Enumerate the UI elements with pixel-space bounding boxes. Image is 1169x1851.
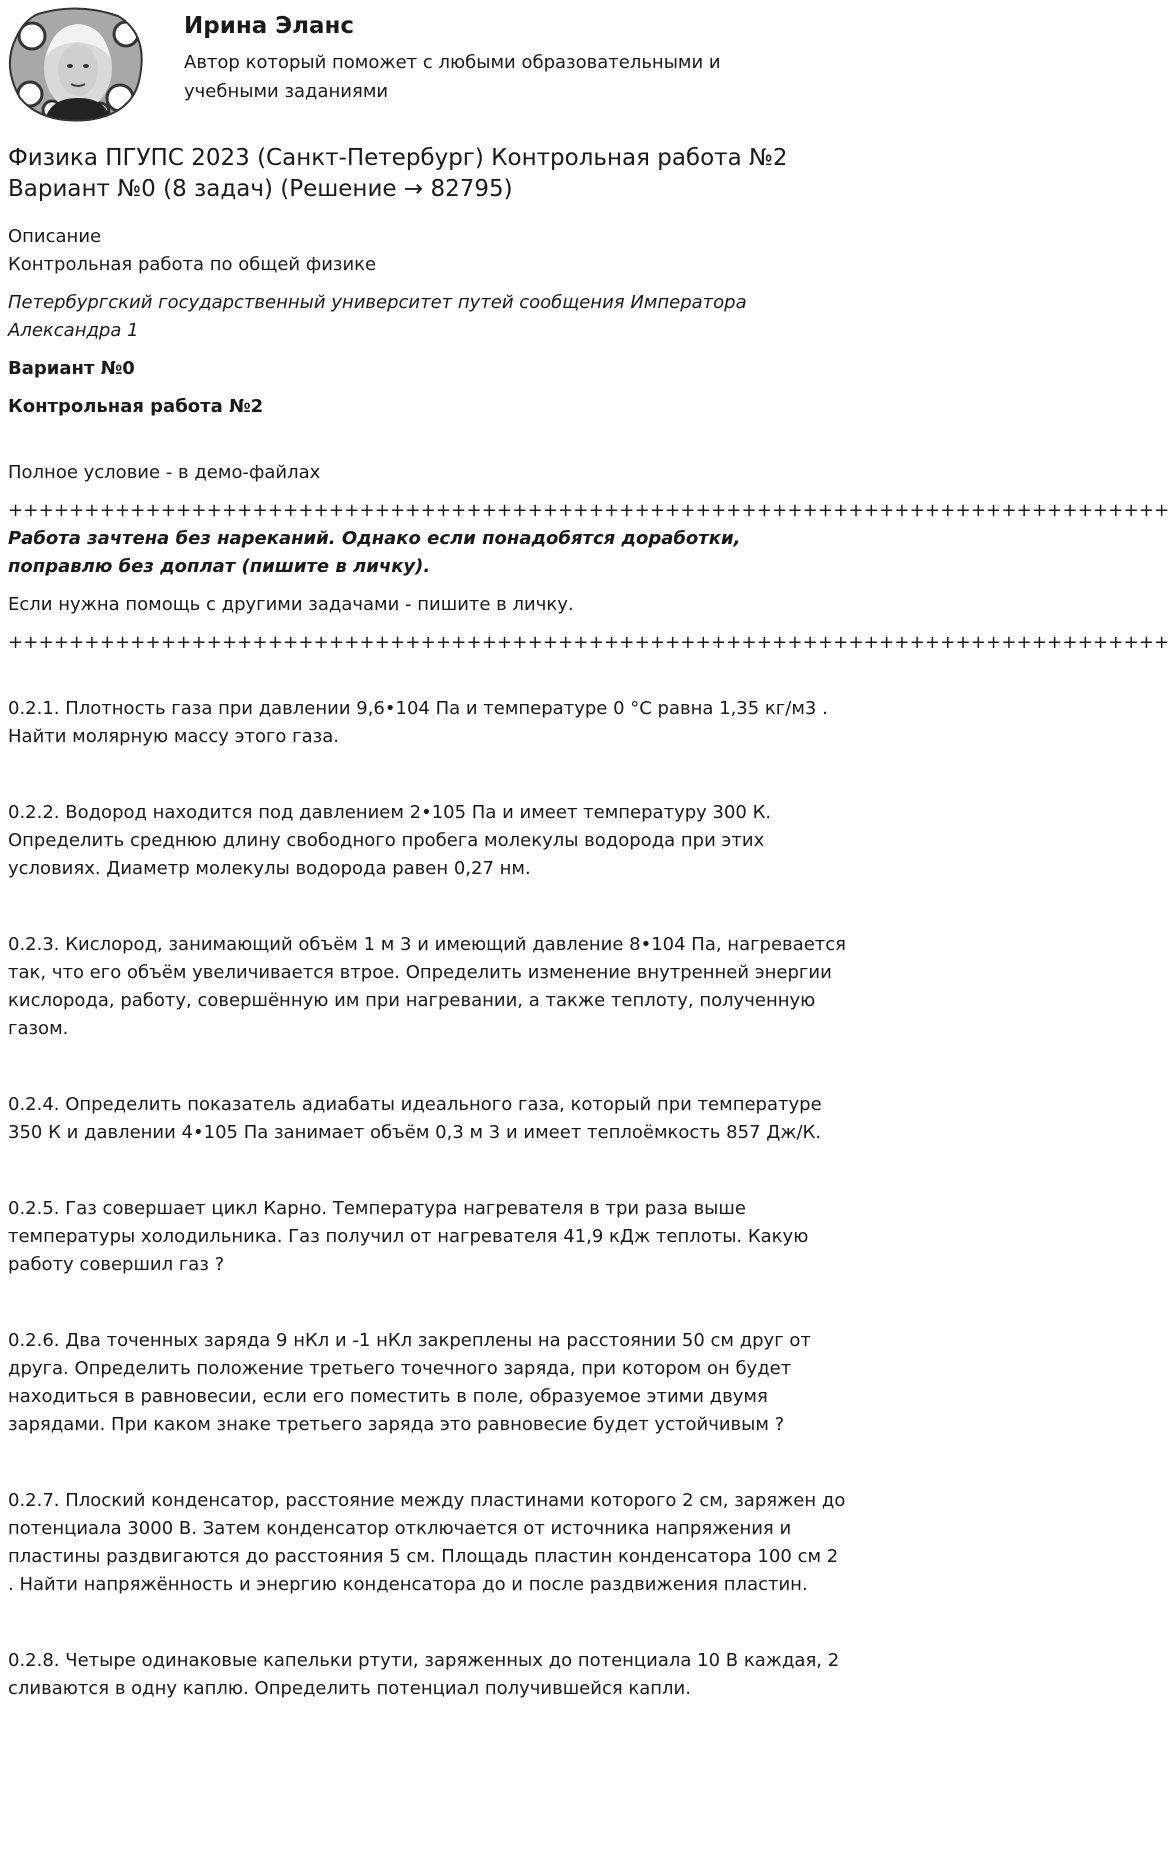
work-content	[8, 143, 1169, 1703]
task-item: 0.2.7. Плоский конденсатор, расстояние между пластинами которого 2 см, заряжен до потенциала 3000 В. Затем конденсатор отключается от источника напряжения и пластины раздвигаются до расстояния 5 см. Площадь пластин конденсатора 100 см 2 . Найти напряжённость и энергию конденсатора до и после раздвижения пластин.	[8, 1490, 846, 1595]
task-item: 0.2.1. Плотность газа при давлении 9,6•104 Па и температуре 0 °С равна 1,35 кг/м3 . Найти молярную массу этого газа.	[8, 698, 828, 747]
guarantee-note: Работа зачтена без нареканий. Однако если понадобятся доработки, поправлю без доплат (пишите в личку).	[8, 528, 741, 577]
full-condition-note: Полное условие - в демо-файлах	[8, 462, 321, 483]
author-avatar-photo-icon	[8, 6, 148, 124]
help-note: Если нужна помощь с другими задачами - пишите в личку.	[8, 594, 574, 615]
page-title: Физика ПГУПС 2023 (Санкт-Петербург) Контрольная работа №2 Вариант №0 (8 задач) (Решение → 82795)	[8, 145, 788, 202]
university-name: Петербургский государственный университет путей сообщения Императора Александра 1	[8, 292, 747, 341]
description-text: Контрольная работа по общей физике	[8, 254, 377, 275]
variant-label: Вариант №0	[8, 358, 135, 379]
separator-line: ++++++++++++++++++++++++++++++++++++++++++++++++++++++++++++++++++++++++++++	[8, 500, 1169, 521]
author-avatar[interactable]	[8, 6, 148, 124]
separator-line: ++++++++++++++++++++++++++++++++++++++++++++++++++++++++++++++++++++++++++++	[8, 632, 1169, 653]
task-item: 0.2.6. Два точенных заряда 9 нКл и -1 нКл закреплены на расстоянии 50 см друг от друга. Определить положение третьего точечного заряда, при котором он будет находиться в равновесии, если его поместить в поле, образуемое этими двумя зарядами. При каком знаке третьего заряда это равновесие будет устойчивым ?	[8, 1330, 811, 1435]
control-work-label: Контрольная работа №2	[8, 396, 264, 417]
author-name[interactable]: Ирина Эланс	[184, 13, 355, 39]
task-item: 0.2.8. Четыре одинаковые капельки ртути, заряженных до потенциала 10 В каждая, 2 сливаются в одну каплю. Определить потенциал получившейся капли.	[8, 1650, 840, 1699]
task-item: 0.2.3. Кислород, занимающий объём 1 м 3 и имеющий давление 8•104 Па, нагревается так, что его объём увеличивается втрое. Определить изменение внутренней энергии кислорода, работу, совершённую им при нагревании, а также теплоту, полученную газом.	[8, 934, 846, 1039]
task-item: 0.2.5. Газ совершает цикл Карно. Температура нагревателя в три раза выше температуры холодильника. Газ получил от нагревателя 41,9 кДж теплоты. Какую работу совершил газ ?	[8, 1198, 809, 1275]
task-item: 0.2.2. Водород находится под давлением 2•105 Па и имеет температуру 300 К. Определить среднюю длину свободного пробега молекулы водорода при этих условиях. Диаметр молекулы водорода равен 0,27 нм.	[8, 802, 772, 879]
description-label: Описание	[8, 226, 102, 247]
author-card	[0, 0, 847, 130]
task-item: 0.2.4. Определить показатель адиабаты идеального газа, который при температуре 350 К и давлении 4•105 Па занимает объём 0,3 м 3 и имеет теплоёмкость 857 Дж/К.	[8, 1094, 822, 1143]
author-description: Автор который поможет с любыми образовательными и учебными заданиями	[184, 52, 721, 102]
